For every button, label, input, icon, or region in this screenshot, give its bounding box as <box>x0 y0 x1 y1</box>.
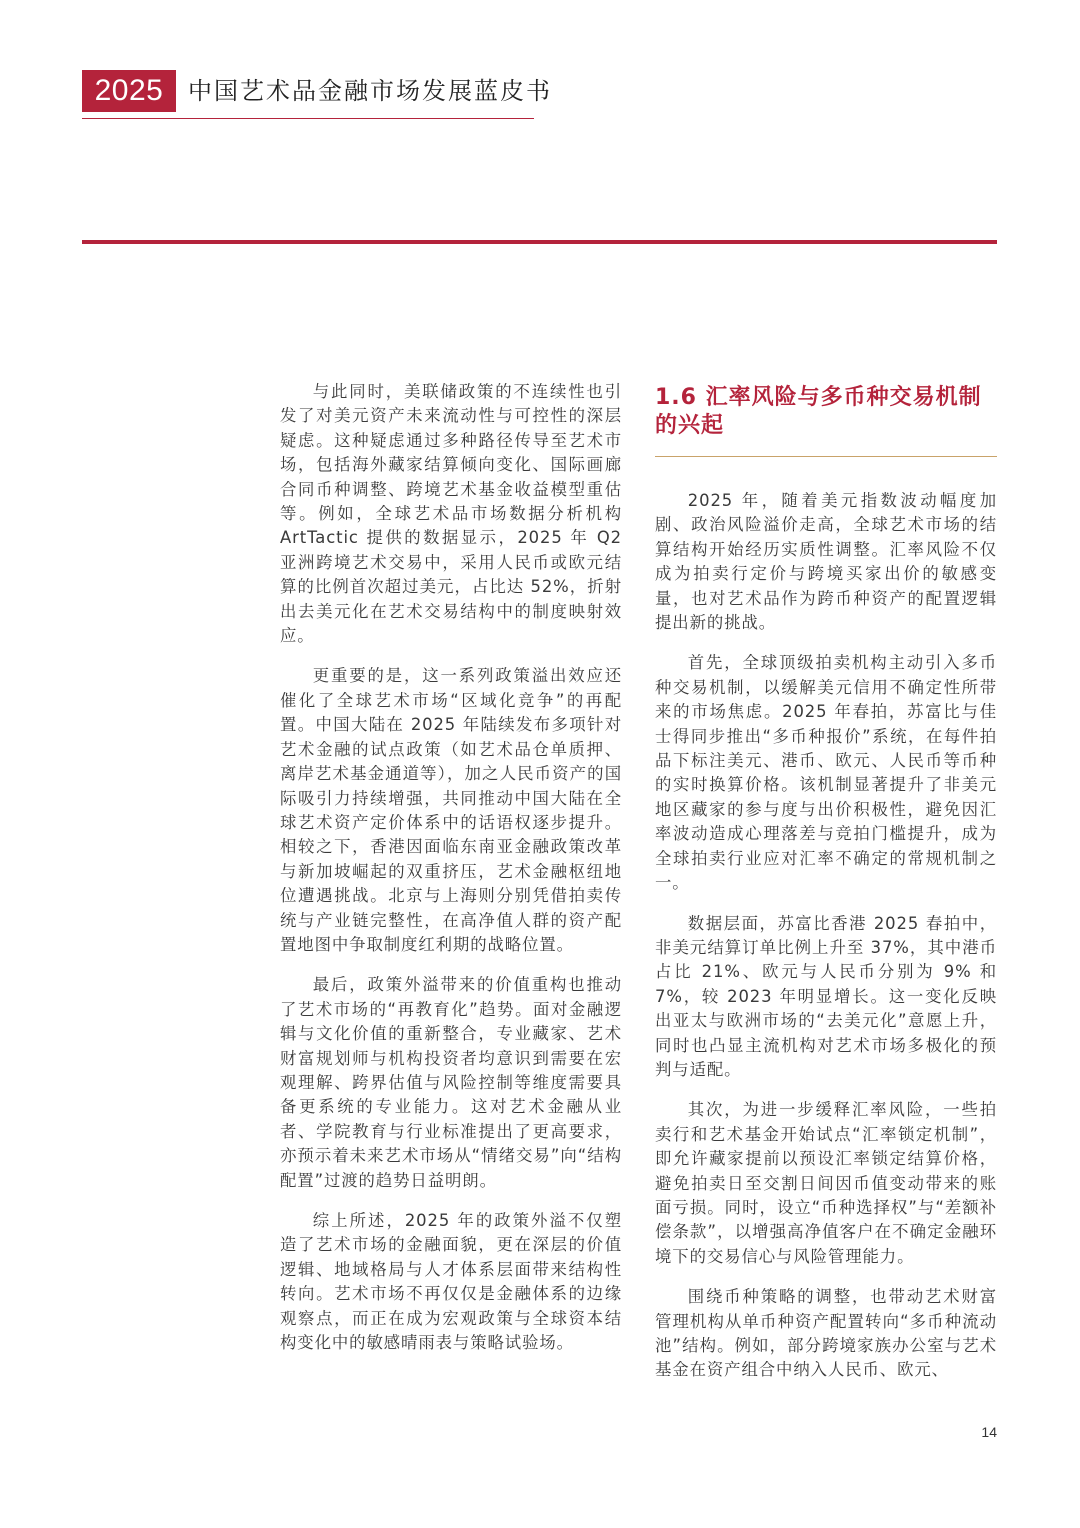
paragraph: 首先，全球顶级拍卖机构主动引入多币种交易机制，以缓解美元信用不确定性所带来的市场焦虑。2025 年春拍，苏富比与佳士得同步推出“多币种报价”系统，在每件拍品下标注美元、港币、欧元、人民币等币种的实时换算价格。该机制显著提升了非美元地区藏家的参与度与出价积极性，避免因汇率波动造成心理落差与竞拍门槛提升，成为全球拍卖行业应对汇率不确定的常规机制之一。 <box>655 653 997 893</box>
page-number: 14 <box>981 1424 997 1440</box>
year-badge: 2025 <box>82 70 176 112</box>
page-header <box>82 70 552 119</box>
paragraph: 与此同时，美联储政策的不连续性也引发了对美元资产未来流动性与可控性的深层疑虑。这种疑虑通过多种路径传导至艺术市场，包括海外藏家结算倾向变化、国际画廊合同币种调整、跨境艺术基金收益模型重估等。例如，全球艺术品市场数据分析机构 ArtTactic 提供的数据显示，2025 年 Q2 亚洲跨境艺术交易中，采用人民币或欧元结算的比例首次超过美元，占比达 52%，折射出去美元化在艺术交易结构中的制度映射效应。 <box>280 382 622 646</box>
paragraph: 围绕币种策略的调整，也带动艺术财富管理机构从单币种资产配置转向“多币种流动池”结构。例如，部分跨境家族办公室与艺术基金在资产组合中纳入人民币、欧元、 <box>655 1287 997 1380</box>
paragraph: 2025 年，随着美元指数波动幅度加剧、政治风险溢价走高，全球艺术市场的结算结构开始经历实质性调整。汇率风险不仅成为拍卖行定价与跨境买家出价的敏感变量，也对艺术品作为跨币种资产的配置逻辑提出新的挑战。 <box>655 491 997 633</box>
paragraph: 数据层面，苏富比香港 2025 春拍中，非美元结算订单比例上升至 37%，其中港币占比 21%、欧元与人民币分别为 9% 和 7%，较 2023 年明显增长。这一变化反映出亚太与欧洲市场的“去美元化”意愿上升，同时也凸显主流机构对艺术市场多极化的预判与适配。 <box>655 913 997 1079</box>
paragraph: 其次，为进一步缓释汇率风险，一些拍卖行和艺术基金开始试点“汇率锁定机制”，即允许藏家提前以预设汇率锁定结算价格，避免拍卖日至交割日间因币值变动带来的账面亏损。同时，设立“币种选择权”与“差额补偿条款”，以增强高净值客户在不确定金融环境下的交易信心与风险管理能力。 <box>655 1100 997 1266</box>
section-heading: 1.6 汇率风险与多币种交易机制的兴起 <box>655 384 997 457</box>
paragraph: 最后，政策外溢带来的价值重构也推动了艺术市场的“再教育化”趋势。面对金融逻辑与文化价值的重新整合，专业藏家、艺术财富规划师与机构投资者均意识到需要在宏观理解、跨界估值与风险控制等维度需要具备更系统的专业能力。这对艺术金融从业者、学院教育与行业标准提出了更高要求，亦预示着未来艺术市场从“情绪交易”向“结构配置”过渡的趋势日益明朗。 <box>280 975 622 1190</box>
paragraph: 更重要的是，这一系列政策溢出效应还催化了全球艺术市场“区域化竞争”的再配置。中国大陆在 2025 年陆续发布多项针对艺术金融的试点政策（如艺术品仓单质押、离岸艺术基金通道等），加之人民币资产的国际吸引力持续增强，共同推动中国大陆在全球艺术资产定价体系中的话语权逐步提升。相较之下，香港因面临东南亚金融政策改革与新加坡崛起的双重挤压，艺术金融枢纽地位遭遇挑战。北京与上海则分别凭借拍卖传统与产业链完整性，在高净值人群的资产配置地图中争取制度红利期的战略位置。 <box>280 666 622 954</box>
paragraph: 综上所述，2025 年的政策外溢不仅塑造了艺术市场的金融面貌，更在深层的价值逻辑、地域格局与人才体系层面带来结构性转向。艺术市场不再仅仅是金融体系的边缘观察点，而正在成为宏观政策与全球资本结构变化中的敏感晴雨表与策略试验场。 <box>280 1211 622 1353</box>
section-divider <box>82 240 997 244</box>
publication-title: 中国艺术品金融市场发展蓝皮书 <box>188 77 552 105</box>
left-text-column <box>280 380 622 1371</box>
right-text-column <box>655 380 997 1399</box>
